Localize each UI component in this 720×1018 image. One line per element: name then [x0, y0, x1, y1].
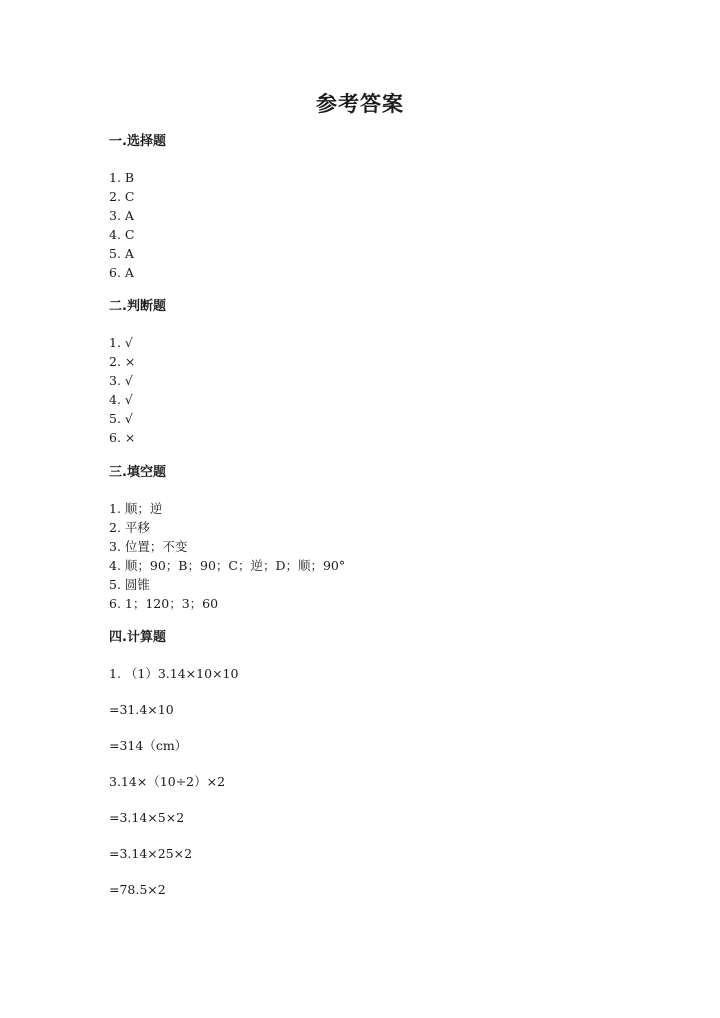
calculation-step-4: 3.14×（10÷2）×2 — [109, 774, 226, 789]
choice-answer-2: 2. C — [109, 189, 135, 204]
judgement-answer-4: 4. √ — [109, 392, 133, 407]
calculation-step-7: =78.5×2 — [109, 882, 166, 897]
section-heading-judgement: 二.判断题 — [109, 299, 166, 314]
choice-answer-4: 4. C — [109, 227, 135, 242]
choice-answer-3: 3. A — [109, 208, 134, 223]
calculation-step-6: =3.14×25×2 — [109, 846, 193, 861]
fill-blank-answer-3: 3. 位置；不变 — [109, 539, 188, 554]
fill-blank-answer-5: 5. 圆锥 — [109, 577, 150, 592]
section-heading-choice: 一.选择题 — [109, 134, 166, 149]
page-title: 参考答案 — [316, 92, 404, 116]
calculation-step-2: =31.4×10 — [109, 702, 174, 717]
fill-blank-answer-2: 2. 平移 — [109, 520, 150, 535]
fill-blank-answer-4: 4. 顺；90；B；90；C；逆；D；顺；90° — [109, 558, 346, 573]
calculation-step-3: =314（cm） — [109, 738, 188, 753]
choice-answer-6: 6. A — [109, 265, 134, 280]
judgement-answer-3: 3. √ — [109, 373, 133, 388]
fill-blank-answer-6: 6. 1；120；3；60 — [109, 596, 219, 611]
judgement-answer-6: 6. × — [109, 430, 136, 445]
section-heading-fill-blank: 三.填空题 — [109, 465, 166, 480]
fill-blank-answer-1: 1. 顺；逆 — [109, 501, 163, 516]
choice-answer-1: 1. B — [109, 170, 135, 185]
calculation-step-1: 1. （1）3.14×10×10 — [109, 666, 239, 681]
section-heading-calculation: 四.计算题 — [109, 630, 166, 645]
calculation-step-5: =3.14×5×2 — [109, 810, 185, 825]
choice-answer-5: 5. A — [109, 246, 134, 261]
judgement-answer-1: 1. √ — [109, 335, 133, 350]
judgement-answer-5: 5. √ — [109, 411, 133, 426]
judgement-answer-2: 2. × — [109, 354, 136, 369]
